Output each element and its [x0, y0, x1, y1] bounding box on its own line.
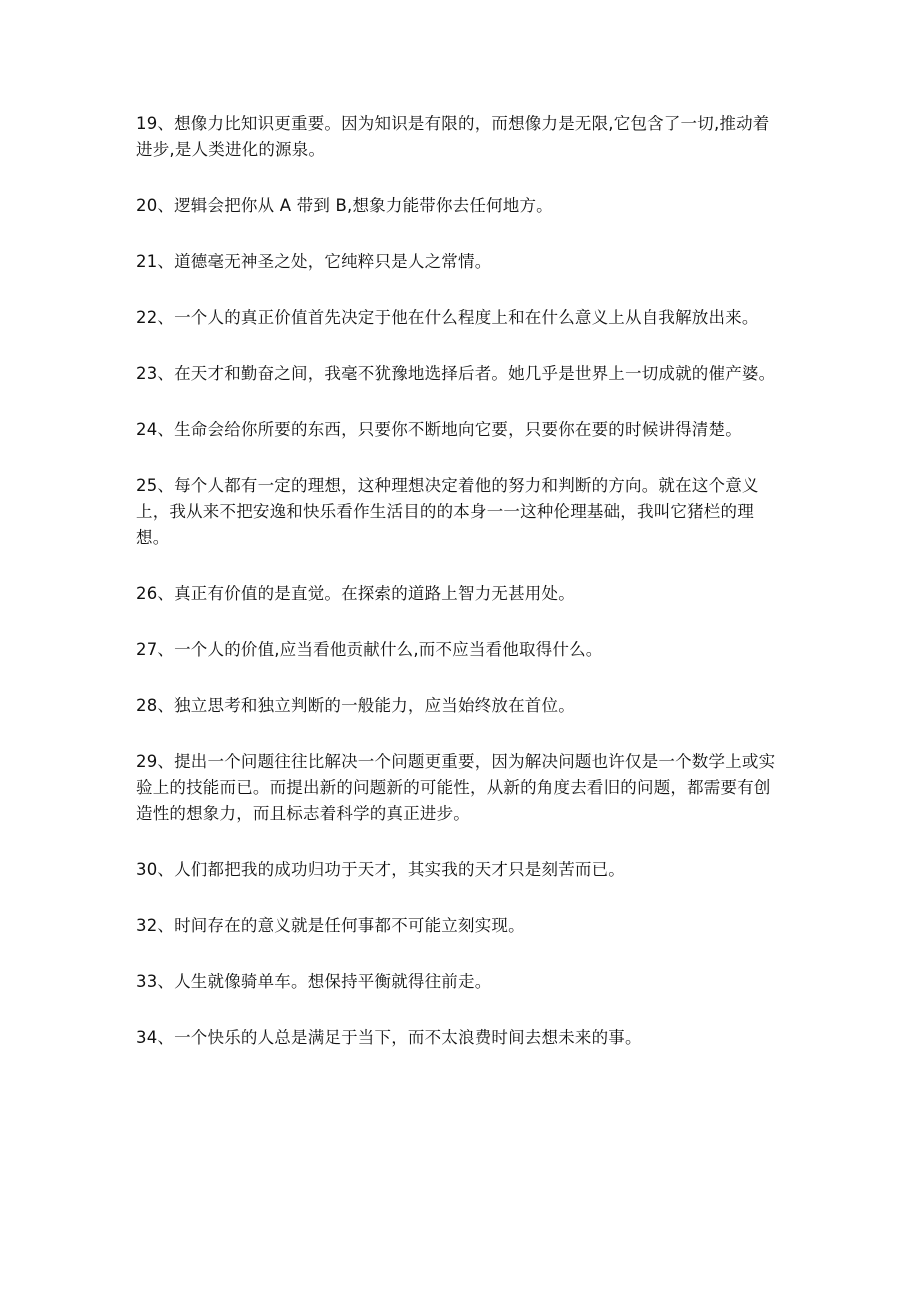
quote-26: 26、真正有价值的是直觉。在探索的道路上智力无甚用处。 [136, 584, 575, 603]
quote-21: 21、道德毫无神圣之处，它纯粹只是人之常情。 [136, 252, 492, 271]
quote-33: 33、人生就像骑单车。想保持平衡就得往前走。 [136, 972, 492, 991]
quote-28: 28、独立思考和独立判断的一般能力，应当始终放在首位。 [136, 696, 575, 715]
quote-32: 32、时间存在的意义就是任何事都不可能立刻实现。 [136, 916, 525, 935]
quote-22: 22、一个人的真正价值首先决定于他在什么程度上和在什么意义上从自我解放出来。 [136, 308, 759, 327]
quote-24: 24、生命会给你所要的东西，只要你不断地向它要，只要你在要的时候讲得清楚。 [136, 420, 742, 439]
quote-23: 23、在天才和勤奋之间，我毫不犹豫地选择后者。她几乎是世界上一切成就的催产婆。 [136, 364, 776, 383]
quote-34: 34、一个快乐的人总是满足于当下，而不太浪费时间去想未来的事。 [136, 1028, 642, 1047]
quote-list [136, 111, 786, 1081]
quote-30: 30、人们都把我的成功归功于天才，其实我的天才只是刻苦而已。 [136, 860, 625, 879]
quote-20: 20、逻辑会把你从 A 带到 B,想象力能带你去任何地方。 [136, 196, 553, 215]
quote-27: 27、一个人的价值,应当看他贡献什么,而不应当看他取得什么。 [136, 640, 603, 659]
quote-29: 29、提出一个问题往往比解决一个问题更重要，因为解决问题也许仅是一个数学上或实验上的技能而已。而提出新的问题新的可能性，从新的角度去看旧的问题，都需要有创造性的想象力，而且标志着科学的真正进步。 [136, 752, 776, 823]
quote-19: 19、想像力比知识更重要。因为知识是有限的，而想像力是无限,它包含了一切,推动着进步,是人类进化的源泉。 [136, 114, 770, 159]
quote-25: 25、每个人都有一定的理想，这种理想决定着他的努力和判断的方向。就在这个意义上，我从来不把安逸和快乐看作生活目的的本身一一这种伦理基础，我叫它猪栏的理想。 [136, 476, 759, 547]
